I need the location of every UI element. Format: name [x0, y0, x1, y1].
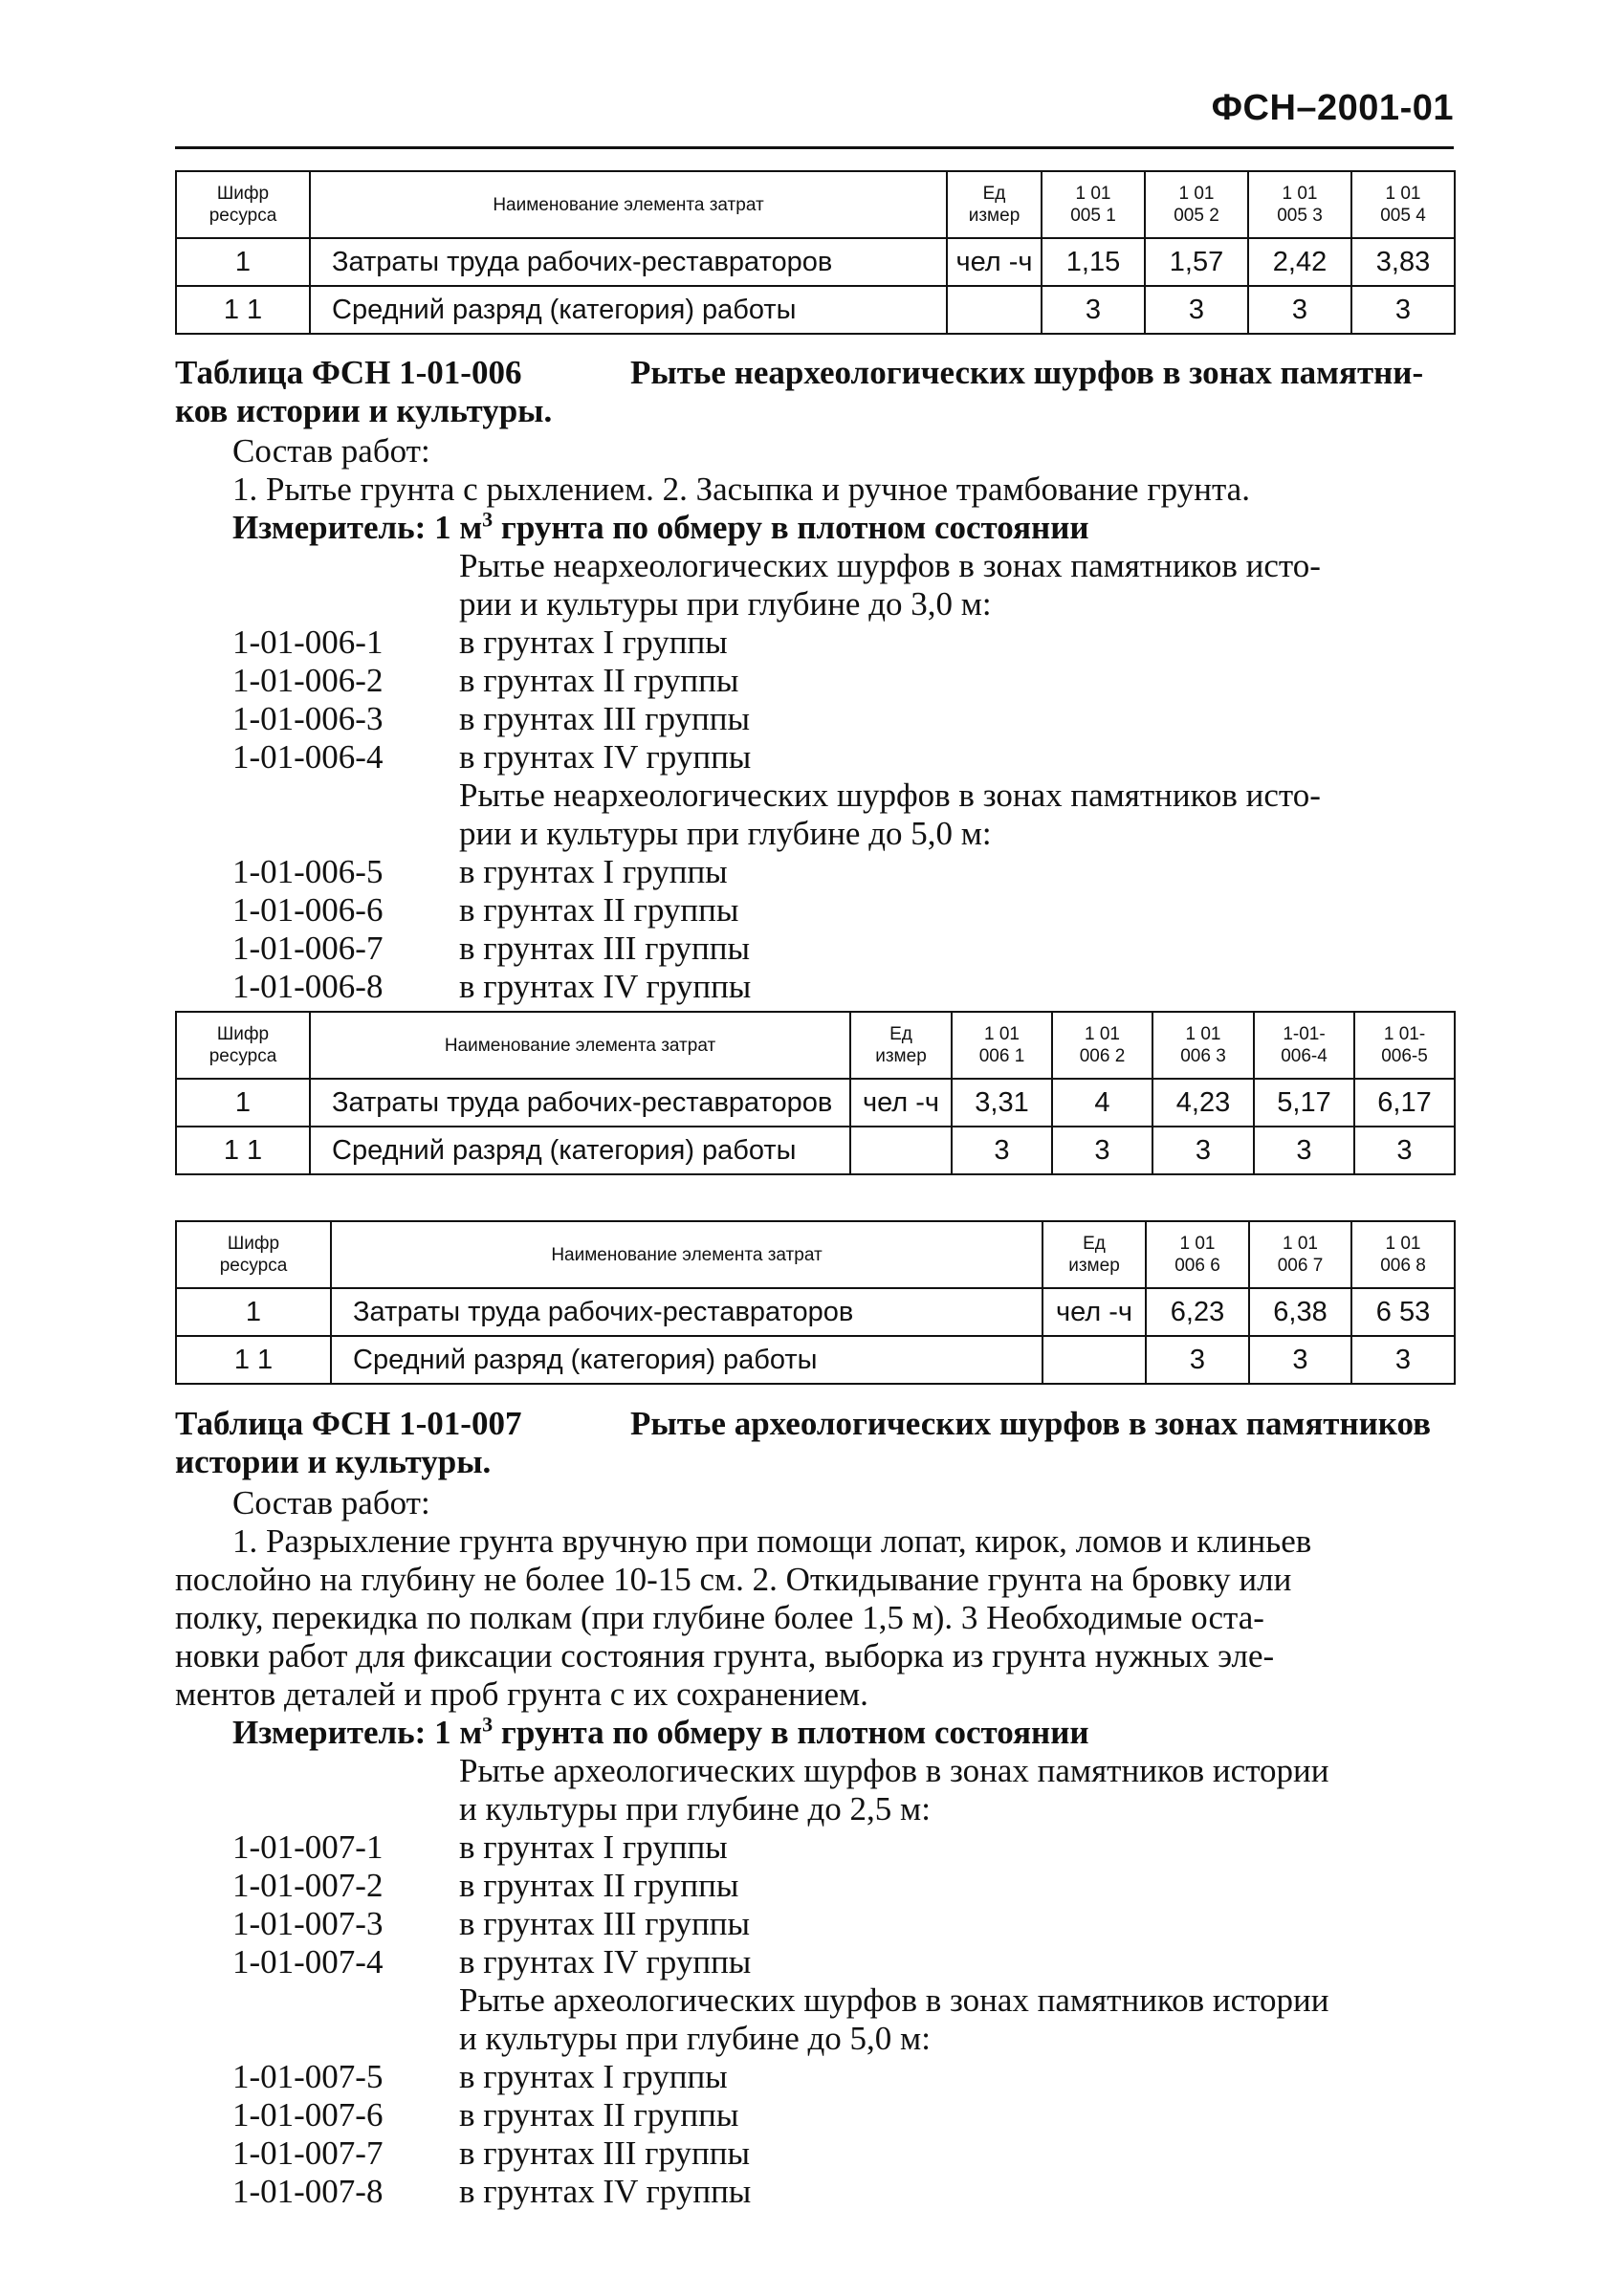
- group-title: Рытье неархеологических шурфов в зонах памятников исто-: [459, 547, 1321, 584]
- cell-value: 3: [1152, 1127, 1254, 1174]
- header-col-1: 1 01 005 1: [1042, 171, 1145, 238]
- item-label: в грунтах III группы: [459, 700, 750, 737]
- item-label: в грунтах I группы: [459, 1828, 728, 1866]
- cell-code: 1 1: [176, 286, 310, 334]
- cell-unit: [1042, 1336, 1146, 1384]
- header-col-2: 1 01 006 7: [1249, 1221, 1351, 1288]
- header-rule: [175, 146, 1454, 149]
- cell-name: Средний разряд (категория) работы: [310, 286, 947, 334]
- table-1: [175, 170, 1454, 335]
- item-label: в грунтах II группы: [459, 891, 739, 929]
- item-code: 1-01-007-1: [232, 1828, 384, 1866]
- group-title-continued: рии и культуры при глубине до 5,0 м:: [459, 815, 992, 852]
- header-col-3: 1 01 006 8: [1351, 1221, 1455, 1288]
- header-name: Наименование элемента затрат: [310, 1012, 850, 1079]
- cell-value: 6,38: [1249, 1288, 1351, 1336]
- table-3: [175, 1220, 1454, 1385]
- composition-line: 1. Разрыхление грунта вручную при помощи лопат, кирок, ломов и клиньев: [232, 1522, 1312, 1560]
- cell-unit: [947, 286, 1042, 334]
- caption-title: Рытье неархеологических шурфов в зонах памятни-: [630, 354, 1424, 391]
- cell-unit: [850, 1127, 952, 1174]
- cell-unit: чел -ч: [947, 238, 1042, 286]
- composition-label: Состав работ:: [232, 432, 430, 470]
- item-code: 1-01-007-6: [232, 2096, 384, 2134]
- cell-value: 3: [1254, 1127, 1354, 1174]
- header-col-4: 1 01 005 4: [1351, 171, 1455, 238]
- header-col-1: 1 01 006 1: [952, 1012, 1052, 1079]
- table-row: [176, 1127, 1455, 1174]
- table-header-row: [176, 1012, 1455, 1079]
- cell-unit: чел -ч: [1042, 1288, 1146, 1336]
- cell-value: 3: [1354, 1127, 1455, 1174]
- cell-value: 4: [1052, 1079, 1152, 1127]
- composition-line: полку, перекидка по полкам (при глубине более 1,5 м). 3 Необходимые оста-: [175, 1599, 1264, 1636]
- cell-code: 1 1: [176, 1336, 331, 1384]
- measure-unit: Измеритель: 1 $м^3$ грунта по обмеру в плотном состоянии: [232, 507, 1089, 546]
- cell-code: 1 1: [176, 1127, 310, 1174]
- header-col-2: 1 01 006 2: [1052, 1012, 1152, 1079]
- header-code: Шифр ресурса: [176, 1012, 310, 1079]
- header-unit: Ед измер: [947, 171, 1042, 238]
- cell-name: Средний разряд (категория) работы: [310, 1127, 850, 1174]
- composition-line: ментов деталей и проб грунта с их сохранением.: [175, 1675, 868, 1713]
- item-label: в грунтах I группы: [459, 2058, 728, 2095]
- table-2: [175, 1011, 1454, 1175]
- caption-title-continued: истории и культуры.: [175, 1443, 492, 1480]
- caption-title: Рытье археологических шурфов в зонах памятников: [630, 1405, 1432, 1442]
- cell-value: 3,31: [952, 1079, 1052, 1127]
- item-code: 1-01-007-8: [232, 2173, 384, 2210]
- header-unit: Ед измер: [850, 1012, 952, 1079]
- group-title-continued: и культуры при глубине до 2,5 м:: [459, 1790, 931, 1827]
- header-col-3: 1 01 005 3: [1248, 171, 1351, 238]
- item-label: в грунтах IV группы: [459, 738, 752, 776]
- item-code: 1-01-007-2: [232, 1867, 384, 1904]
- item-label: в грунтах IV группы: [459, 1943, 752, 1981]
- item-label: в грунтах II группы: [459, 662, 739, 699]
- item-label: в грунтах I группы: [459, 624, 728, 661]
- cell-value: 6,17: [1354, 1079, 1455, 1127]
- cell-name: Затраты труда рабочих-реставраторов: [331, 1288, 1042, 1336]
- item-code: 1-01-006-1: [232, 624, 384, 661]
- group-title: Рытье неархеологических шурфов в зонах памятников исто-: [459, 777, 1321, 814]
- measure-unit: Измеритель: 1 $м^3$ грунта по обмеру в плотном состоянии: [232, 1712, 1089, 1751]
- caption-title-continued: ков истории и культуры.: [175, 392, 553, 429]
- group-title-continued: и культуры при глубине до 5,0 м:: [459, 2020, 931, 2057]
- caption-number: Таблица ФСН 1-01-006: [175, 354, 522, 391]
- item-label: в грунтах II группы: [459, 1867, 739, 1904]
- cell-value: 6 53: [1351, 1288, 1455, 1336]
- header-name: Наименование элемента затрат: [310, 171, 947, 238]
- item-code: 1-01-007-3: [232, 1905, 384, 1942]
- composition-label: Состав работ:: [232, 1484, 430, 1521]
- item-label: в грунтах I группы: [459, 853, 728, 890]
- item-code: 1-01-006-6: [232, 891, 384, 929]
- cell-value: 3: [1351, 286, 1455, 334]
- group-title: Рытье археологических шурфов в зонах памятников истории: [459, 1981, 1329, 2019]
- document-code: ФСН–2001-01: [1211, 88, 1454, 128]
- item-code: 1-01-007-5: [232, 2058, 384, 2095]
- cell-code: 1: [176, 238, 310, 286]
- item-code: 1-01-006-7: [232, 930, 384, 967]
- item-code: 1-01-006-4: [232, 738, 384, 776]
- cell-value: 3: [1042, 286, 1145, 334]
- cell-value: 5,17: [1254, 1079, 1354, 1127]
- composition-line: послойно на глубину не более 10-15 см. 2. Откидывание грунта на бровку или: [175, 1561, 1292, 1598]
- table-row: [176, 1079, 1455, 1127]
- cell-name: Средний разряд (категория) работы: [331, 1336, 1042, 1384]
- cell-name: Затраты труда рабочих-реставраторов: [310, 238, 947, 286]
- header-col-1: 1 01 006 6: [1146, 1221, 1249, 1288]
- cell-value: 2,42: [1248, 238, 1351, 286]
- cell-value: 3: [1248, 286, 1351, 334]
- item-label: в грунтах III группы: [459, 1905, 750, 1942]
- caption-number: Таблица ФСН 1-01-007: [175, 1405, 522, 1442]
- group-title-continued: рии и культуры при глубине до 3,0 м:: [459, 585, 992, 623]
- cell-code: 1: [176, 1288, 331, 1336]
- item-label: в грунтах II группы: [459, 2096, 739, 2134]
- header-code: Шифр ресурса: [176, 1221, 331, 1288]
- table-row: [176, 286, 1455, 334]
- cell-value: 3: [952, 1127, 1052, 1174]
- item-code: 1-01-007-7: [232, 2134, 384, 2172]
- header-col-3: 1 01 006 3: [1152, 1012, 1254, 1079]
- item-label: в грунтах IV группы: [459, 968, 752, 1005]
- cell-value: 6,23: [1146, 1288, 1249, 1336]
- cell-unit: чел -ч: [850, 1079, 952, 1127]
- table-header-row: [176, 1221, 1455, 1288]
- item-code: 1-01-006-3: [232, 700, 384, 737]
- composition-line: новки работ для фиксации состояния грунта, выборка из грунта нужных эле-: [175, 1637, 1275, 1674]
- cell-value: 3: [1249, 1336, 1351, 1384]
- table-row: [176, 238, 1455, 286]
- header-unit: Ед измер: [1042, 1221, 1146, 1288]
- header-col-5: 1 01- 006-5: [1354, 1012, 1455, 1079]
- cell-value: 3: [1052, 1127, 1152, 1174]
- cell-value: 3: [1146, 1336, 1249, 1384]
- item-code: 1-01-006-8: [232, 968, 384, 1005]
- cell-value: 1,15: [1042, 238, 1145, 286]
- item-label: в грунтах IV группы: [459, 2173, 752, 2210]
- item-code: 1-01-007-4: [232, 1943, 384, 1981]
- group-title: Рытье археологических шурфов в зонах памятников истории: [459, 1752, 1329, 1789]
- cell-name: Затраты труда рабочих-реставраторов: [310, 1079, 850, 1127]
- item-code: 1-01-006-2: [232, 662, 384, 699]
- item-label: в грунтах III группы: [459, 2134, 750, 2172]
- header-col-2: 1 01 005 2: [1145, 171, 1248, 238]
- cell-value: 3,83: [1351, 238, 1455, 286]
- cell-value: 1,57: [1145, 238, 1248, 286]
- item-label: в грунтах III группы: [459, 930, 750, 967]
- cell-value: 3: [1351, 1336, 1455, 1384]
- cell-value: 4,23: [1152, 1079, 1254, 1127]
- item-code: 1-01-006-5: [232, 853, 384, 890]
- header-name: Наименование элемента затрат: [331, 1221, 1042, 1288]
- header-code: Шифр ресурса: [176, 171, 310, 238]
- table-row: [176, 1336, 1455, 1384]
- table-row: [176, 1288, 1455, 1336]
- composition-text: 1. Рытье грунта с рыхлением. 2. Засыпка и ручное трамбование грунта.: [232, 471, 1250, 508]
- cell-code: 1: [176, 1079, 310, 1127]
- cell-value: 3: [1145, 286, 1248, 334]
- table-header-row: [176, 171, 1455, 238]
- header-col-4: 1-01- 006-4: [1254, 1012, 1354, 1079]
